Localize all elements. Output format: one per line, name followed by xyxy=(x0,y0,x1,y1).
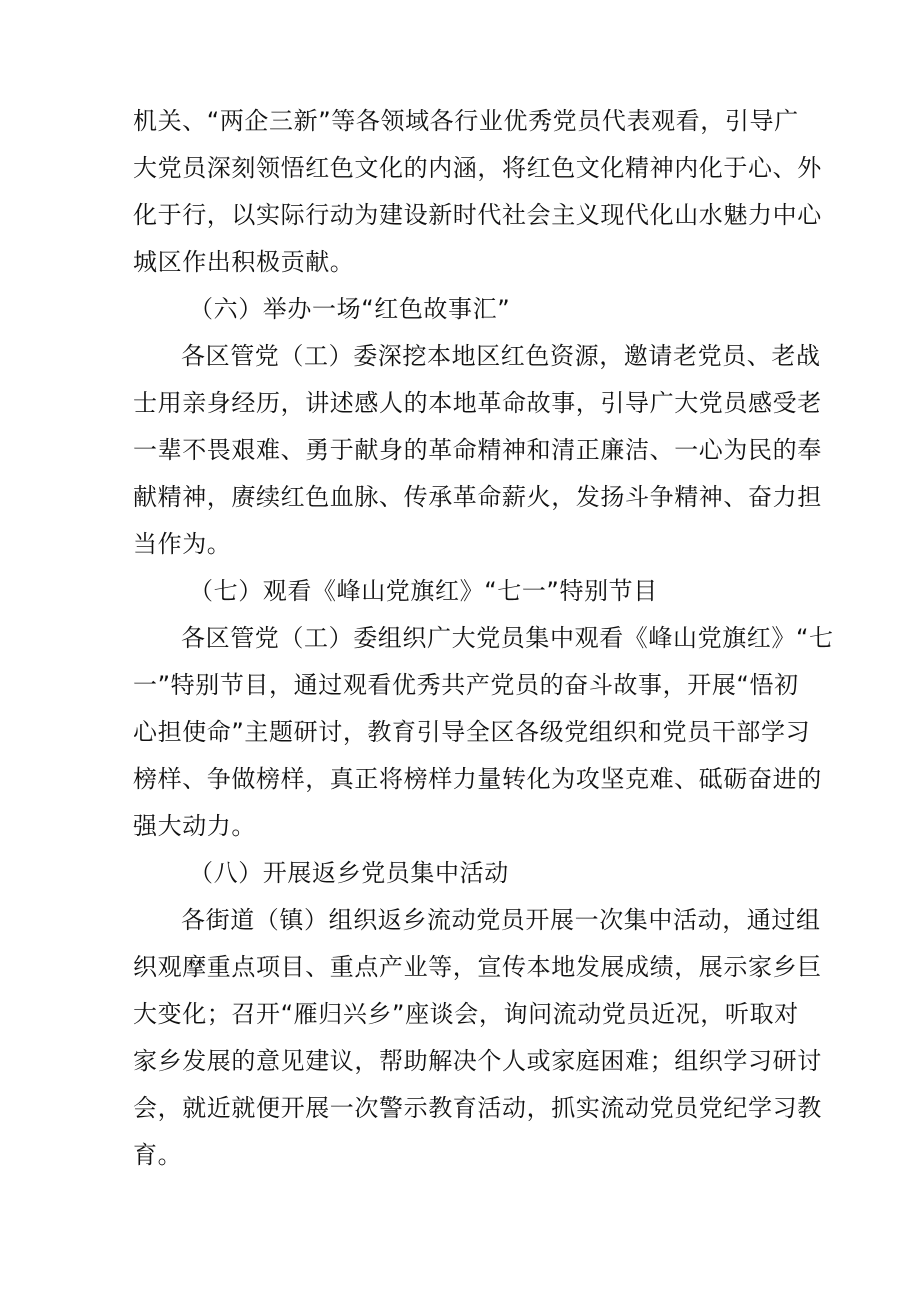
paragraph-line: 大党员深刻领悟红色文化的内涵，将红色文化精神内化于心、外 xyxy=(133,154,822,182)
paragraph-line: 一辈不畏艰难、勇于献身的革命精神和清正廉洁、一心为民的奉 xyxy=(133,436,822,464)
paragraph-line: 当作为。 xyxy=(133,530,232,558)
section-heading-6: （六）举办一场“红色故事汇” xyxy=(189,295,511,323)
paragraph-line: 一”特别节目，通过观看优秀共产党员的奋斗故事，开展“悟初 xyxy=(133,671,799,699)
paragraph-line: 各区管党（工）委组织广大党员集中观看《峰山党旗红》“七 xyxy=(181,624,834,652)
paragraph-line: 育。 xyxy=(133,1141,183,1169)
paragraph-line: 心担使命”主题研讨，教育引导全区各级党组织和党员干部学习 xyxy=(133,718,811,746)
paragraph-line: 强大动力。 xyxy=(133,812,256,840)
paragraph-line: 献精神，赓续红色血脉、传承革命薪火，发扬斗争精神、奋力担 xyxy=(133,483,822,511)
paragraph-line: 榜样、争做榜样，真正将榜样力量转化为攻坚克难、砥砺奋进的 xyxy=(133,765,822,793)
section-heading-8: （八）开展返乡党员集中活动 xyxy=(189,859,509,887)
paragraph-line: 会，就近就便开展一次警示教育活动，抓实流动党员党纪学习教 xyxy=(133,1094,822,1122)
paragraph-line: 家乡发展的意见建议，帮助解决个人或家庭困难；组织学习研讨 xyxy=(133,1047,822,1075)
paragraph-line: 士用亲身经历，讲述感人的本地革命故事，引导广大党员感受老 xyxy=(133,389,822,417)
paragraph-line: 各区管党（工）委深挖本地区红色资源，邀请老党员、老战 xyxy=(181,342,821,370)
paragraph-line: 机关、“两企三新”等各领域各行业优秀党员代表观看，引导广 xyxy=(133,107,799,135)
paragraph-line: 城区作出积极贡献。 xyxy=(133,248,355,276)
paragraph-line: 织观摩重点项目、重点产业等，宣传本地发展成绩，展示家乡巨 xyxy=(133,953,822,981)
paragraph-line: 化于行，以实际行动为建设新时代社会主义现代化山水魅力中心 xyxy=(133,201,822,229)
paragraph-line: 各街道（镇）组织返乡流动党员开展一次集中活动，通过组 xyxy=(181,906,821,934)
paragraph-line: 大变化；召开“雁归兴乡”座谈会，询问流动党员近况，听取对 xyxy=(133,1000,799,1028)
section-heading-7: （七）观看《峰山党旗红》“七一”特别节目 xyxy=(189,577,658,605)
